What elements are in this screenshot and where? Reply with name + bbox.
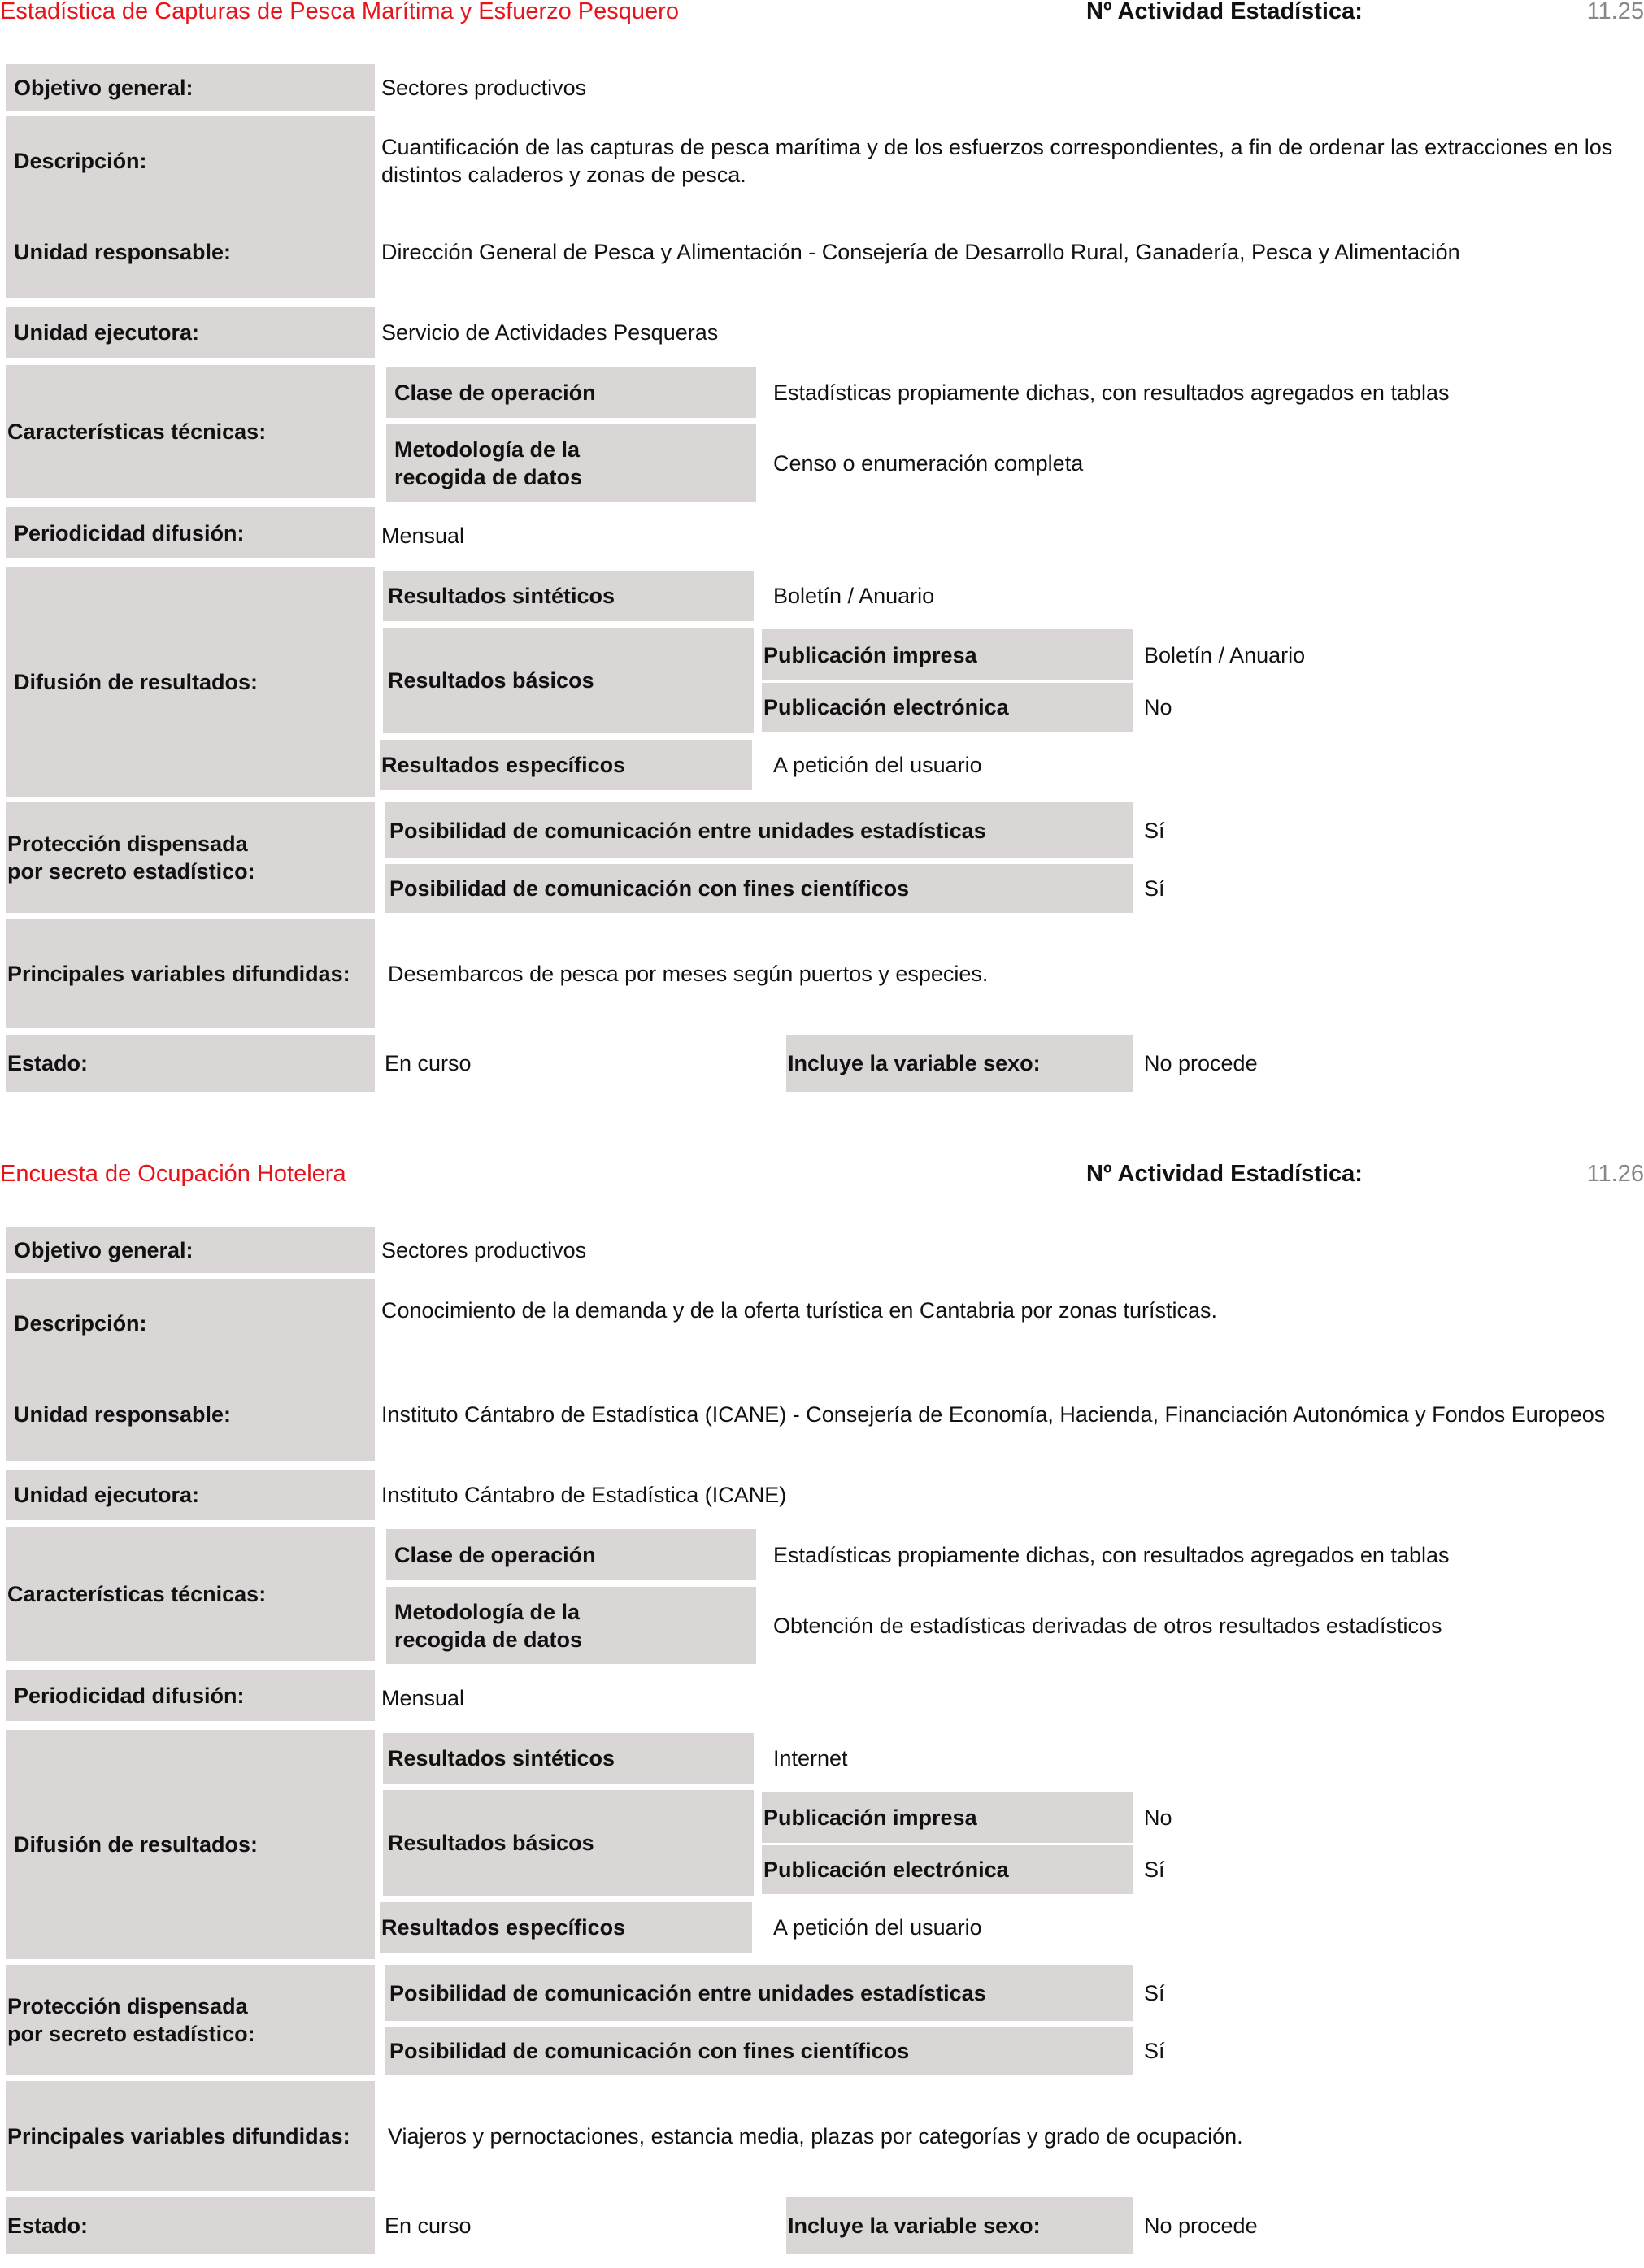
communication-scientific-value: Sí (1144, 2039, 1165, 2063)
operation-class-value: Estadísticas propiamente dichas, con resultados agregados en tablas (773, 1542, 1450, 1567)
printed-publication-value: Boletín / Anuario (1144, 642, 1306, 667)
status-label: Estado: (6, 1035, 375, 1092)
statistical-activity-card-11-25 (0, 0, 1644, 1106)
executing-unit-label: Unidad ejecutora: (6, 307, 375, 358)
includes-sex-variable-value: No procede (1144, 1051, 1258, 1075)
status-label: Estado: (6, 2197, 375, 2254)
specific-results-label: Resultados específicos (380, 740, 752, 790)
printed-publication-label: Publicación impresa (762, 629, 1133, 680)
main-variables-label: Principales variables difundidas: (6, 919, 375, 1028)
electronic-publication-label: Publicación electrónica (762, 1845, 1133, 1894)
activity-number-value: 11.26 (1586, 1161, 1644, 1187)
communication-scientific-value: Sí (1144, 876, 1165, 901)
activity-title: Estadística de Capturas de Pesca Marítima y Esfuerzo Pesquero (0, 0, 679, 24)
communication-between-units-label: Posibilidad de comunicación entre unidades estadísticas (385, 1965, 1133, 2021)
includes-sex-variable-label: Incluye la variable sexo: (786, 1035, 1133, 1092)
results-dissemination-label: Difusión de resultados: (6, 567, 375, 797)
electronic-publication-value: No (1144, 695, 1172, 719)
specific-results-label: Resultados específicos (380, 1902, 752, 1953)
activity-title: Encuesta de Ocupación Hotelera (0, 1161, 346, 1187)
executing-unit-value: Servicio de Actividades Pesqueras (381, 320, 719, 345)
technical-characteristics-label: Características técnicas: (6, 365, 375, 498)
printed-publication-value: No (1144, 1805, 1172, 1830)
communication-between-units-label: Posibilidad de comunicación entre unidades estadísticas (385, 802, 1133, 858)
includes-sex-variable-label: Incluye la variable sexo: (786, 2197, 1133, 2254)
activity-number-label: Nº Actividad Estadística: (1086, 0, 1363, 24)
communication-scientific-label: Posibilidad de comunicación con fines científicos (385, 864, 1133, 913)
communication-scientific-label: Posibilidad de comunicación con fines científicos (385, 2027, 1133, 2075)
main-variables-value: Viajeros y pernoctaciones, estancia media, plazas por categorías y grado de ocupación. (388, 2123, 1243, 2149)
specific-results-value: A petición del usuario (773, 753, 982, 777)
statistical-secrecy-protection-label: Protección dispensada por secreto estadístico: (6, 802, 375, 913)
data-collection-methodology-label: Metodología de la recogida de datos (386, 424, 756, 502)
technical-characteristics-label: Características técnicas: (6, 1527, 375, 1661)
responsible-unit-label: Unidad responsable: (6, 1368, 375, 1461)
activity-number-label: Nº Actividad Estadística: (1086, 1161, 1363, 1187)
description-label: Descripción: (6, 1279, 375, 1368)
data-collection-methodology-value: Obtención de estadísticas derivadas de otros resultados estadísticos (773, 1613, 1442, 1638)
operation-class-value: Estadísticas propiamente dichas, con resultados agregados en tablas (773, 380, 1450, 405)
basic-results-label: Resultados básicos (383, 1790, 754, 1896)
dissemination-periodicity-label: Periodicidad difusión: (6, 507, 375, 558)
dissemination-periodicity-value: Mensual (381, 1685, 465, 1710)
general-objective-value: Sectores productivos (381, 75, 587, 100)
basic-results-label: Resultados básicos (383, 628, 754, 733)
executing-unit-value: Instituto Cántabro de Estadística (ICANE) (381, 1483, 787, 1507)
description-label: Descripción: (6, 116, 375, 206)
electronic-publication-label: Publicación electrónica (762, 683, 1133, 732)
synthetic-results-label: Resultados sintéticos (383, 1733, 754, 1784)
synthetic-results-value: Boletín / Anuario (773, 584, 935, 608)
executing-unit-label: Unidad ejecutora: (6, 1470, 375, 1520)
data-collection-methodology-label: Metodología de la recogida de datos (386, 1587, 756, 1664)
general-objective-label: Objetivo general: (6, 64, 375, 111)
operation-class-label: Clase de operación (386, 1529, 756, 1580)
general-objective-label: Objetivo general: (6, 1227, 375, 1273)
synthetic-results-value: Internet (773, 1746, 848, 1771)
dissemination-periodicity-label: Periodicidad difusión: (6, 1670, 375, 1721)
general-objective-value: Sectores productivos (381, 1237, 587, 1262)
printed-publication-label: Publicación impresa (762, 1792, 1133, 1843)
communication-between-units-value: Sí (1144, 1980, 1165, 2005)
includes-sex-variable-value: No procede (1144, 2214, 1258, 2238)
statistical-secrecy-protection-label: Protección dispensada por secreto estadístico: (6, 1965, 375, 2075)
operation-class-label: Clase de operación (386, 367, 756, 418)
electronic-publication-value: Sí (1144, 1857, 1165, 1882)
activity-number-value: 11.25 (1586, 0, 1644, 24)
description-value: Cuantificación de las capturas de pesca marítima y de los esfuerzos correspondientes, a fin de ordenar las extracciones en los distintos caladeros y zonas de pesca. (381, 135, 1613, 187)
data-collection-methodology-value: Censo o enumeración completa (773, 450, 1084, 476)
description-value: Conocimiento de la demanda y de la oferta turística en Cantabria por zonas turísticas. (381, 1298, 1218, 1323)
results-dissemination-label: Difusión de resultados: (6, 1730, 375, 1959)
synthetic-results-label: Resultados sintéticos (383, 571, 754, 621)
communication-between-units-value: Sí (1144, 818, 1165, 843)
responsible-unit-label: Unidad responsable: (6, 206, 375, 298)
responsible-unit-value: Dirección General de Pesca y Alimentación - Consejería de Desarrollo Rural, Ganadería, Pesca y Alimentación (381, 240, 1460, 264)
status-value: En curso (385, 1051, 472, 1075)
dissemination-periodicity-value: Mensual (381, 523, 465, 548)
responsible-unit-value: Instituto Cántabro de Estadística (ICANE) - Consejería de Economía, Hacienda, Financiación Autonómica y Fondos Europeos (381, 1402, 1606, 1427)
statistical-activity-card-11-26 (0, 1162, 1644, 2268)
main-variables-value: Desembarcos de pesca por meses según puertos y especies. (388, 961, 989, 986)
specific-results-value: A petición del usuario (773, 1915, 982, 1940)
status-value: En curso (385, 2214, 472, 2238)
main-variables-label: Principales variables difundidas: (6, 2081, 375, 2191)
